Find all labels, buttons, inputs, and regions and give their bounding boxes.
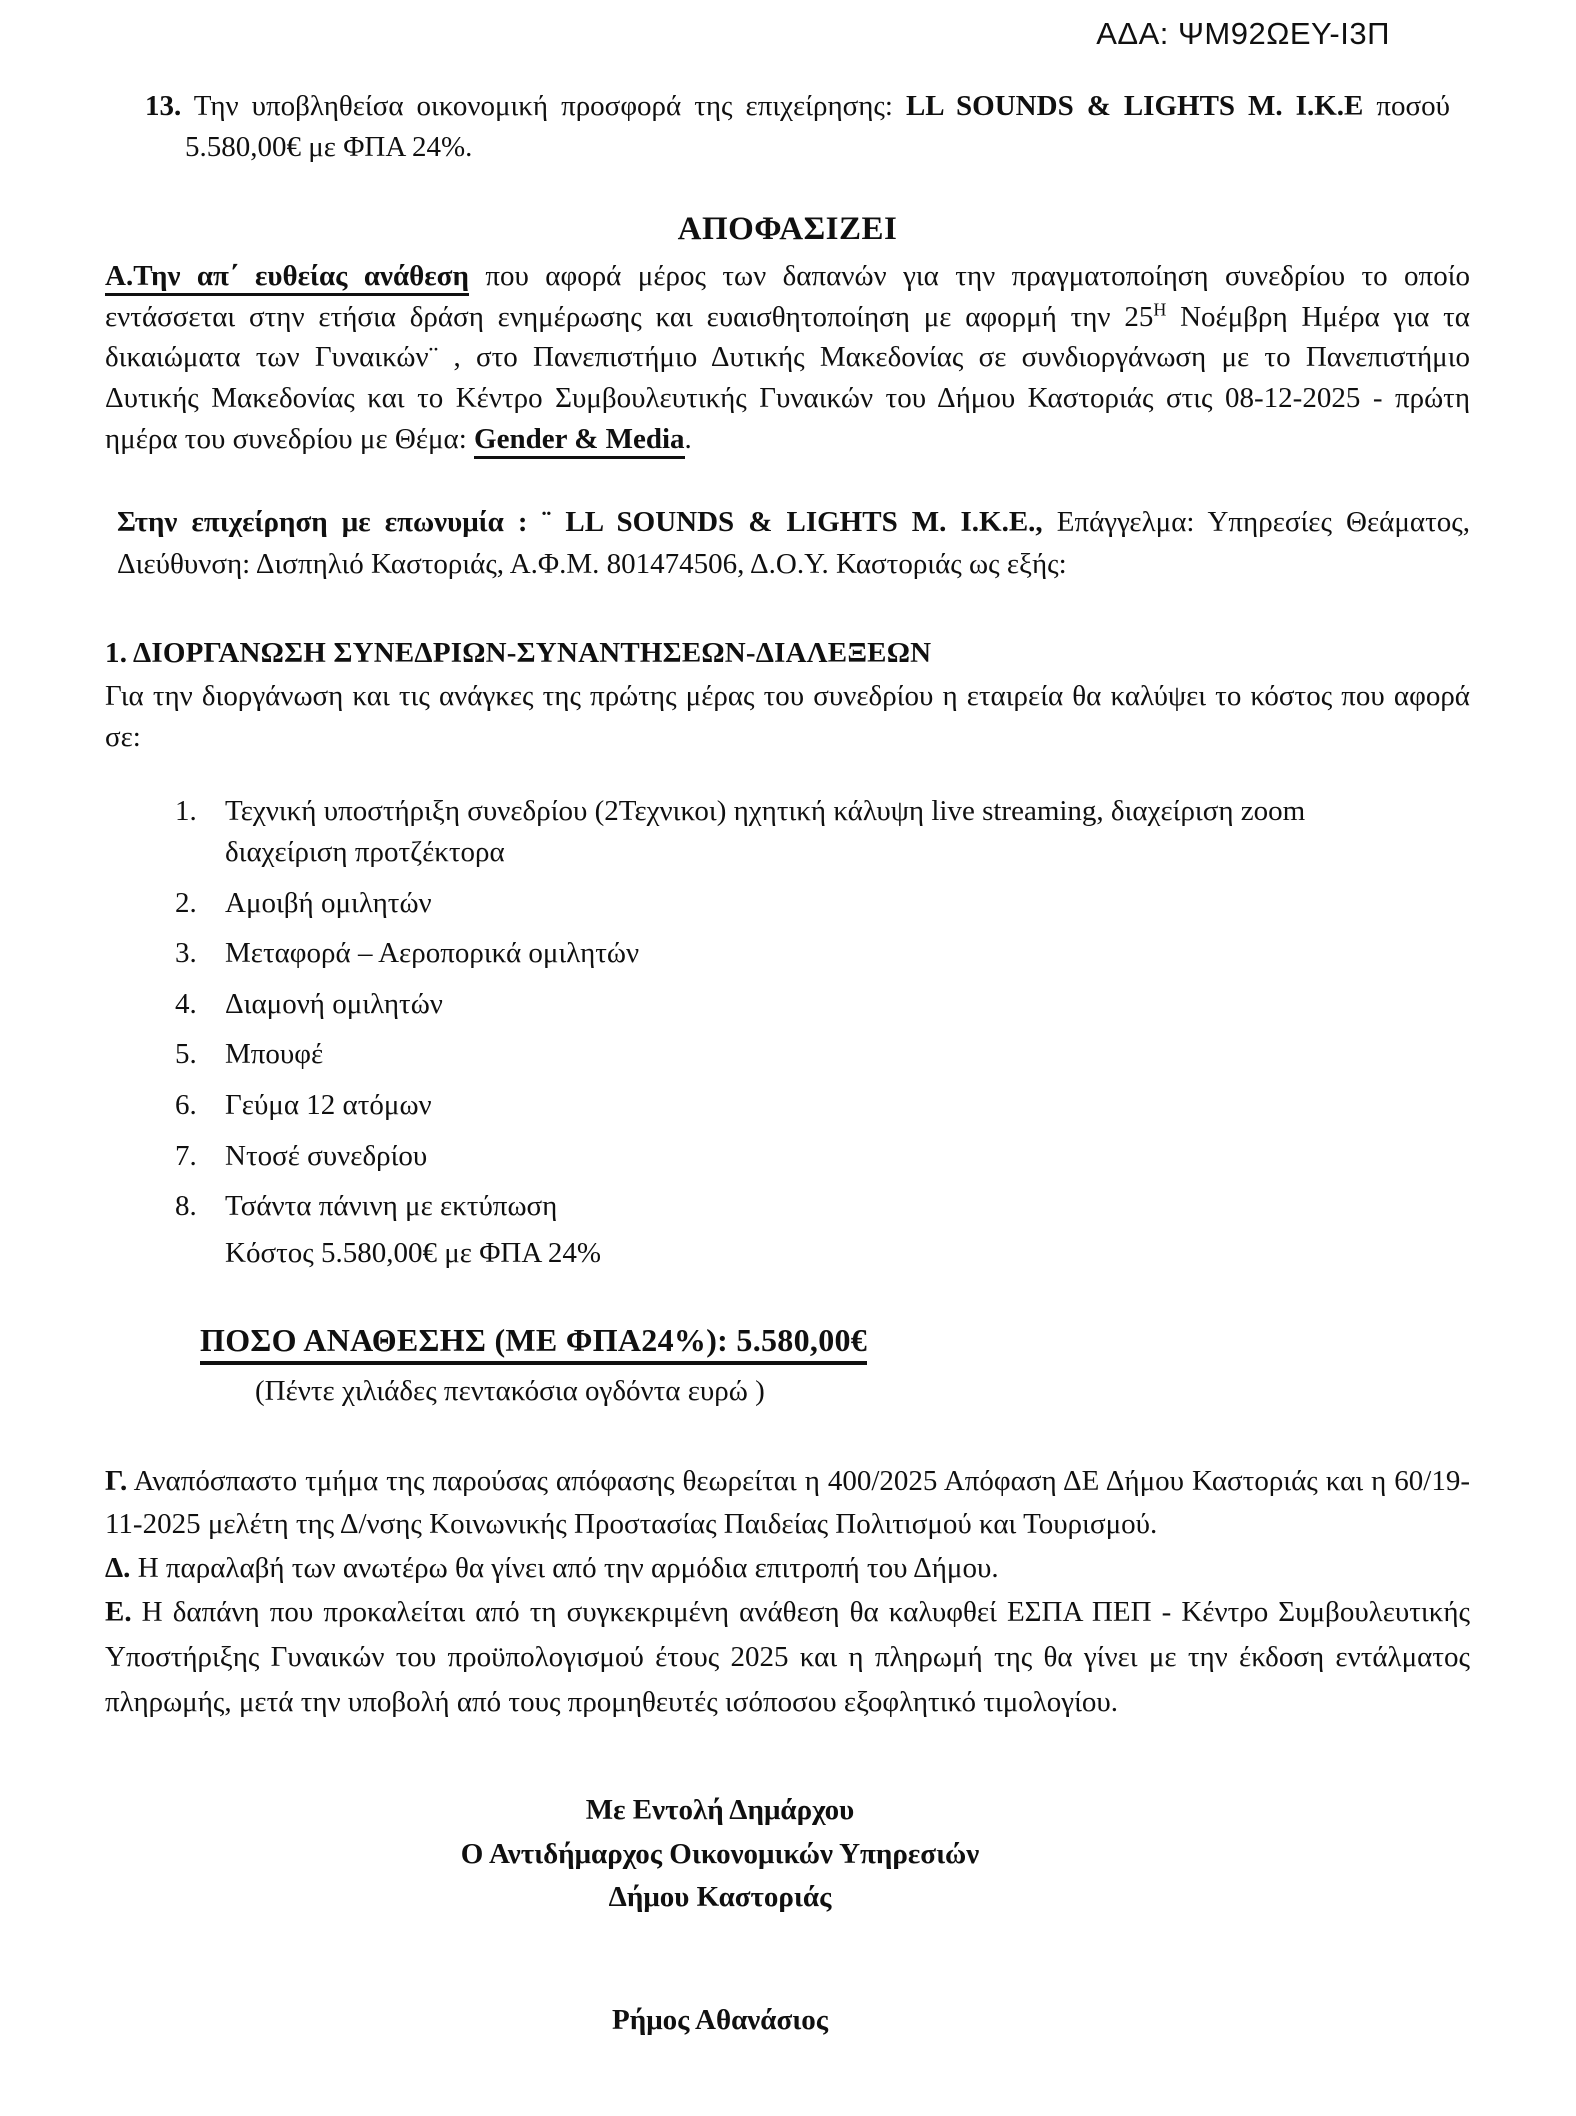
amount-in-words: (Πέντε χιλιάδες πεντακόσια ογδόντα ευρώ ) (255, 1374, 765, 1407)
theme-gender-media: Gender & Media (474, 423, 685, 459)
list-item (105, 984, 1470, 1025)
company-details-text: Επάγγελμα: Υπηρεσίες Θεάματος, Διεύθυνση: Δισπηλιό Καστοριάς, Α.Φ.Μ. 801474506, Δ.Ο.Υ. Καστοριάς ως εξής: (117, 506, 1470, 581)
list-item-text: Τεχνική υποστήριξη συνεδρίου (2Τεχνικοι) ηχητική κάλυψη live streaming, διαχείριση zoom διαχείριση προτζέκτορα (225, 795, 1306, 869)
list-item-text: Διαμονή ομιλητών (225, 987, 443, 1020)
section-d-letter: Δ. (105, 1551, 131, 1584)
list-item-number: 3. (175, 937, 197, 970)
list-item-number: 5. (175, 1038, 197, 1071)
section-1-heading: 1. ΔΙΟΡΓΑΝΩΣΗ ΣΥΝΕΔΡΙΩΝ-ΣΥΝΑΝΤΗΣΕΩΝ-ΔΙΑΛΕΞΕΩΝ (105, 637, 932, 670)
section-e-text: Η δαπάνη που προκαλείται από τη συγκεκριμένη ανάθεση θα καλυφθεί ΕΣΠΑ ΠΕΠ - Κέντρο Συμβουλευτικής Υποστήριξης Γυναικών του προϋπολογισμού έτους 2025 και η πληρωμή της θα γίνει με την έκδοση εντάλματος πληρωμής, μετά την υποβολή από τους προμηθευτές ισόποσου εξοφλητικό τιμολογίου. (105, 1596, 1470, 1719)
list-item-number: 7. (175, 1139, 197, 1172)
paragraph-item-13 (105, 86, 1450, 167)
section-a-body: που αφορά μέρος των δαπανών για την πραγματοποίηση συνεδρίου το οποίο εντάσσεται στην ετήσια δράση ενημέρωσης και ευαισθητοποίηση με αφορμή την 25 (105, 260, 1470, 333)
signature-line-1: Με Εντολή Δημάρχου (585, 1794, 855, 1827)
service-list (105, 791, 1470, 1269)
award-amount-heading-wrap (200, 1322, 1470, 1359)
section-c-text: Αναπόσπαστο τμήμα της παρούσας απόφασης θεωρείται η 400/2025 Απόφαση ΔΕ Δήμου Καστοριάς και η 60/19-11-2025 μελέτη της Δ/νσης Κοινωνικής Προστασίας Παιδείας Πολιτισμού και Τουρισμού. (105, 1464, 1470, 1541)
list-item (105, 883, 1470, 924)
cost-line: Κόστος 5.580,00€ με ΦΠΑ 24% (225, 1236, 602, 1269)
ada-code: ΑΔΑ: ΨΜ92ΩΕΥ-Ι3Π (1096, 16, 1390, 51)
sentence-period: . (684, 422, 692, 455)
list-item (105, 1034, 1470, 1075)
item-13-amount: ποσού 5.580,00€ με ΦΠΑ 24%. (185, 90, 1450, 163)
list-item-number: 2. (175, 886, 197, 919)
list-item-number: 1. (175, 795, 197, 828)
list-item-text: Μπουφέ (225, 1038, 324, 1071)
list-item-number: 8. (175, 1190, 197, 1223)
list-item (105, 1136, 1470, 1177)
decision-heading: ΑΠΟΦΑΣΙΖΕΙ (677, 211, 898, 248)
section-1-intro: Για την διοργάνωση και τις ανάγκες της πρώτης μέρας του συνεδρίου η εταιρεία θα καλύψει το κόστος που αφορά σε: (105, 680, 1470, 753)
signature-block (105, 1789, 1335, 1920)
item-13-number: 13. (145, 90, 182, 122)
company-details-paragraph (105, 501, 1470, 585)
section-a-body-2: Νοέμβρη Ημέρα για τα δικαιώματα των Γυναικών¨ , στο Πανεπιστήμιο Δυτικής Μακεδονίας σε συνδιοργάνωση με το Πανεπιστήμιο Δυτικής Μακεδονίας και το Κέντρο Συμβουλευτικής Γυναικών του Δήμου Καστοριάς στις 08-12-2025 - πρώτη ημέρα του συνεδρίου με Θέμα: (105, 300, 1470, 455)
list-item-text: Γεύμα 12 ατόμων (225, 1089, 432, 1121)
list-item (105, 933, 1470, 974)
signature-line-2: Ο Αντιδήμαρχος Οικονομικών Υπηρεσιών (460, 1837, 980, 1870)
company-name-bold: LL SOUNDS & LIGHTS M. Ι.Κ.Ε (905, 90, 1364, 122)
signature-line-3: Δήμου Καστοριάς (608, 1881, 832, 1914)
list-item-text: Ντοσέ συνεδρίου (225, 1139, 428, 1172)
award-amount-heading: ΠΟΣΟ ΑΝΑΘΕΣΗΣ (ΜΕ ΦΠΑ24%): 5.580,00€ (200, 1322, 867, 1365)
item-13-text: Την υποβληθείσα οικονομική προσφορά της επιχείρησης: (181, 90, 906, 122)
date-superscript: Η (1153, 299, 1167, 320)
list-item (105, 791, 1470, 872)
section-d-text: Η παραλαβή των ανωτέρω θα γίνει από την αρμόδια επιτροπή του Δήμου. (130, 1551, 999, 1584)
list-item (105, 1186, 1470, 1227)
list-item (105, 1085, 1470, 1126)
list-item-text: Τσάντα πάνινη με εκτύπωση (225, 1190, 558, 1223)
paragraph-e (105, 1590, 1470, 1725)
company-lead-bold: Στην επιχείρηση με επωνυμία : ¨ LL SOUNDS & LIGHTS M. Ι.Κ.Ε., (117, 506, 1043, 539)
list-item-text: Αμοιβή ομιλητών (225, 886, 432, 919)
signatory-name: Ρήμος Αθανάσιος (612, 2003, 828, 2036)
list-item-text: Μεταφορά – Αεροπορικά ομιλητών (225, 937, 640, 970)
section-c-letter: Γ. (105, 1464, 128, 1497)
direct-award-lead: Α.Την απ΄ ευθείας ανάθεση (105, 260, 469, 296)
section-e-letter: Ε. (105, 1596, 132, 1629)
list-item-number: 4. (175, 987, 197, 1020)
section-a-paragraph (105, 256, 1470, 459)
list-item-number: 6. (175, 1089, 197, 1121)
paragraph-c (105, 1460, 1470, 1547)
paragraph-d (105, 1547, 1470, 1591)
